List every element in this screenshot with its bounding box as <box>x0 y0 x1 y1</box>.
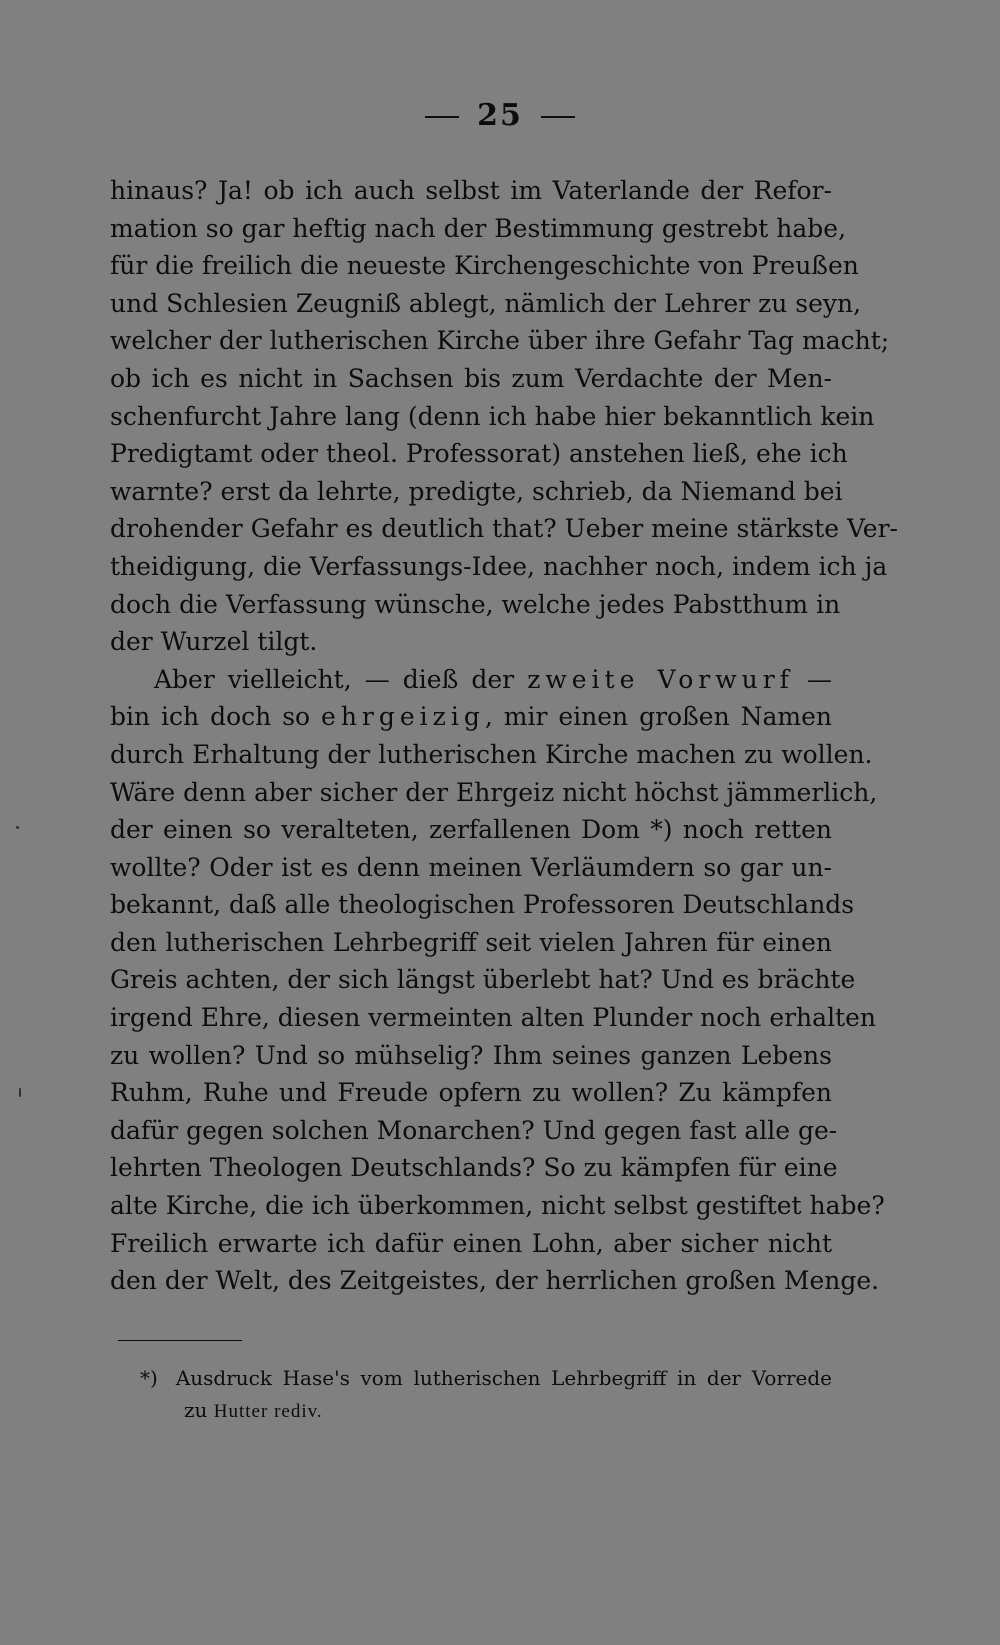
text-line: alte Kirche, die ich überkommen, nicht selbst gestiftet habe? <box>110 1191 885 1221</box>
header-dash-left <box>425 116 459 118</box>
text-line: für die freilich die neueste Kirchengeschichte von Preußen <box>110 251 859 281</box>
footnote-text-2-prefix: zu <box>184 1398 214 1422</box>
text-line: welcher der lutherischen Kirche über ihre Gefahr Tag macht; <box>110 326 890 356</box>
footnote-text-1: Ausdruck Hase's vom lutherischen Lehrbegriff in der Vorrede <box>175 1366 832 1390</box>
text-line: mation so gar heftig nach der Bestimmung gestrebt habe, <box>110 213 847 243</box>
text-line: irgend Ehre, diesen vermeinten alten Plunder noch erhalten <box>110 1003 877 1033</box>
text-line: Freilich erwarte ich dafür einen Lohn, aber sicher nicht <box>110 1228 832 1258</box>
text-line: hinaus? Ja! ob ich auch selbst im Vaterlande der Refor- <box>110 176 832 205</box>
header-dash-right <box>541 116 575 118</box>
text-line: drohender Gefahr es deutlich that? Ueber meine stärkste Ver- <box>110 514 898 544</box>
text-line: wollte? Oder ist es denn meinen Verläumdern so gar un- <box>110 852 832 882</box>
text-line: Ruhm, Ruhe und Freude opfern zu wollen? Zu kämpfen <box>110 1078 832 1108</box>
emphasized-text: ehrgeizig <box>321 702 485 732</box>
text-line <box>110 661 832 699</box>
emphasized-text: zweite Vorwurf <box>527 664 794 694</box>
text-line: bekannt, daß alle theologischen Professoren Deutschlands <box>110 890 855 920</box>
footnote-mark: *) <box>140 1366 158 1390</box>
text-segment: , mir einen großen Namen <box>484 702 832 732</box>
text-line <box>110 698 832 736</box>
text-line: doch die Verfassung wünsche, welche jedes Pabstthum in <box>110 589 841 619</box>
text-line: Wäre denn aber sicher der Ehrgeiz nicht höchst jämmerlich, <box>110 777 878 807</box>
page-number: 25 <box>477 98 523 133</box>
text-line: den lutherischen Lehrbegriff seit vielen Jahren für einen <box>110 927 832 957</box>
text-segment: — <box>793 664 832 694</box>
text-line: zu wollen? Und so mühselig? Ihm seines ganzen Lebens <box>110 1040 832 1070</box>
footnote <box>140 1362 832 1426</box>
text-segment: Aber vielleicht, — dieß der <box>154 664 528 694</box>
text-line: durch Erhaltung der lutherischen Kirche machen zu wollen. <box>110 739 873 769</box>
text-line: dafür gegen solchen Monarchen? Und gegen fast alle ge- <box>110 1115 838 1145</box>
footnote-rule <box>118 1340 242 1341</box>
text-line: lehrten Theologen Deutschlands? So zu kämpfen für eine <box>110 1153 838 1183</box>
paper-speck <box>19 1088 21 1097</box>
page-header <box>0 98 1000 133</box>
text-line: theidigung, die Verfassungs-Idee, nachher noch, indem ich ja <box>110 551 888 581</box>
text-segment: bin ich doch so <box>110 702 322 732</box>
text-line: ob ich es nicht in Sachsen bis zum Verdachte der Men- <box>110 363 832 393</box>
main-text <box>110 172 898 1300</box>
text-line: der einen so veralteten, zerfallenen Dom *) noch retten <box>110 815 832 845</box>
footnote-line-2 <box>140 1394 832 1426</box>
text-line: der Wurzel tilgt. <box>110 627 318 657</box>
text-line: Predigtamt oder theol. Professorat) anstehen ließ, ehe ich <box>110 439 848 469</box>
text-line: Greis achten, der sich längst überlebt hat? Und es brächte <box>110 965 856 995</box>
text-line: und Schlesien Zeugniß ablegt, nämlich der Lehrer zu seyn, <box>110 288 862 318</box>
paper-speck <box>16 826 19 829</box>
text-line: warnte? erst da lehrte, predigte, schrieb, da Niemand bei <box>110 476 843 506</box>
footnote-line-1 <box>140 1362 832 1394</box>
text-line: den der Welt, des Zeitgeistes, der herrlichen großen Menge. <box>110 1266 880 1296</box>
footnote-text-2-latin: Hutter rediv. <box>213 1401 323 1422</box>
text-line: schenfurcht Jahre lang (denn ich habe hier bekanntlich kein <box>110 401 875 431</box>
